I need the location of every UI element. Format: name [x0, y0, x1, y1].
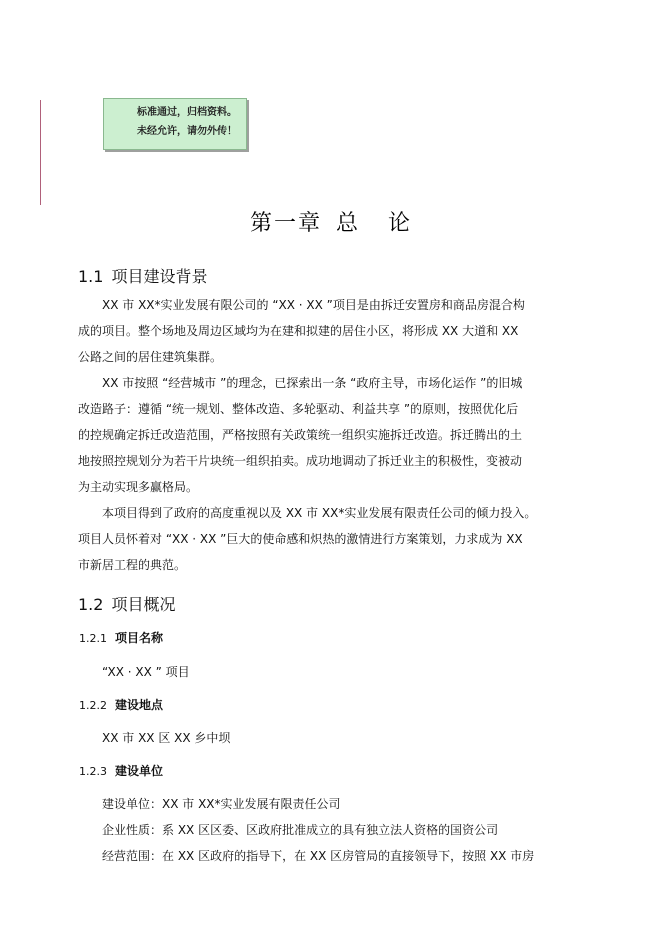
- location-value: XX 市 XX 区 XX 乡中坝: [102, 731, 231, 745]
- subsection-number: 1.2.1: [79, 632, 107, 645]
- enterprise-nature-line: 企业性质：系 XX 区区委、区政府批准成立的具有独立法人资格的国资公司: [102, 823, 499, 837]
- section-heading-1-2: [78, 592, 175, 615]
- archive-notice-box: [103, 98, 247, 150]
- notice-line-2: 未经允许，请勿外传！: [137, 126, 237, 137]
- section-number: 1.1: [78, 267, 104, 286]
- paragraph-line: XX 市按照 “经营城市 ”的理念，已探索出一条 “政府主导，市场化运作 ”的旧城: [102, 376, 523, 390]
- paragraph-line: XX 市 XX*实业发展有限公司的 “XX · XX ”项目是由拆迁安置房和商品房混合构: [102, 298, 525, 312]
- paragraph-line: 的控规确定拆迁改造范围，严格按照有关政策统一组织实施拆迁改造。拆迁腾出的土: [78, 428, 523, 442]
- section-title: 项目概况: [111, 595, 176, 614]
- subsection-heading-1-2-1: [79, 629, 163, 646]
- section-number: 1.2: [78, 595, 104, 614]
- paragraph-line: 为主动实现多赢格局。: [78, 480, 199, 494]
- subsection-heading-1-2-2: [79, 696, 163, 713]
- business-scope-line: 经营范围：在 XX 区政府的指导下，在 XX 区房管局的直接领导下，按照 XX 市房: [102, 849, 535, 863]
- paragraph-line: 改造路子：遵循 “统一规划、整体改造、多轮驱动、利益共享 ”的原则，按照优化后: [78, 402, 519, 416]
- subsection-title: 建设地点: [115, 698, 164, 712]
- paragraph-background-3: [78, 500, 583, 578]
- paragraph-line: 市新居工程的典范。: [78, 558, 187, 572]
- paragraph-line: 项目人员怀着对 “XX · XX ”巨大的使命感和炽热的激情进行方案策划，力求成为 XX: [78, 532, 523, 546]
- paragraph-background-1: [78, 292, 583, 370]
- subsection-title: 项目名称: [115, 631, 164, 645]
- subsection-heading-1-2-3: [79, 762, 163, 779]
- section-title: 项目建设背景: [111, 267, 208, 286]
- margin-line: [40, 100, 41, 205]
- subsection-title: 建设单位: [115, 764, 164, 778]
- paragraph-line: 成的项目。整个场地及周边区域均为在建和拟建的居住小区，将形成 XX 大道和 XX: [78, 324, 519, 338]
- chapter-title-part2: 总: [335, 211, 360, 236]
- chapter-title-part3: 论: [388, 211, 413, 236]
- subsection-number: 1.2.3: [79, 765, 107, 778]
- paragraph-background-2: [78, 370, 583, 500]
- project-name-value: “XX · XX ” 项目: [102, 665, 190, 679]
- chapter-title: [0, 206, 662, 237]
- paragraph-line: 公路之间的居住建筑集群。: [78, 350, 223, 364]
- builder-unit-line: 建设单位：XX 市 XX*实业发展有限责任公司: [102, 797, 341, 811]
- section-heading-1-1: [78, 264, 207, 287]
- subsection-number: 1.2.2: [79, 699, 107, 712]
- notice-line-1: 标准通过，归档资料。: [137, 107, 237, 118]
- paragraph-line: 地按照控规划分为若干片块统一组织拍卖。成功地调动了拆迁业主的积极性，变被动: [78, 454, 523, 468]
- paragraph-line: 本项目得到了政府的高度重视以及 XX 市 XX*实业发展有限责任公司的倾力投入。: [102, 506, 537, 520]
- chapter-title-part1: 第一章: [249, 211, 322, 236]
